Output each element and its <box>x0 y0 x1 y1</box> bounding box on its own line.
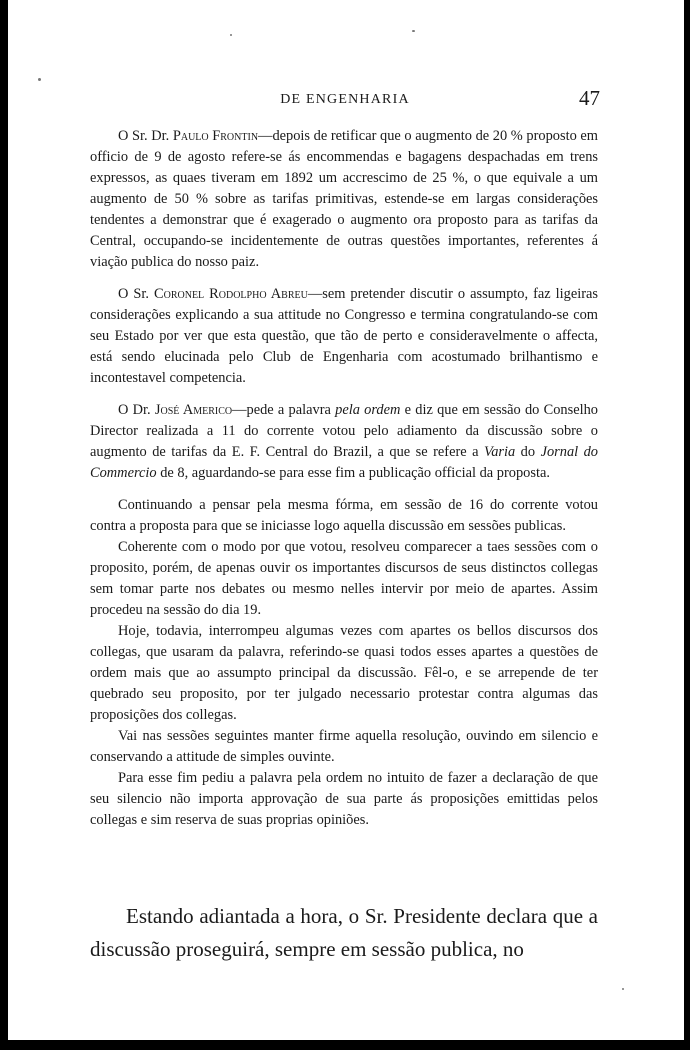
paragraph-frontin <box>90 126 598 273</box>
paragraph-text: e diz que em sessão do Conselho Director realizada a 11 do corrente votou pelo adiamento da discussão sobre o augmento de tarifas da E. F. Central do Brazil, a que se refere a <box>90 402 598 460</box>
paragraph: Coherente com o modo por que votou, resolveu comparecer a taes sessões com o proposito, porém, de apenas ouvir os importantes discursos de seus distinctos collegas sem tomar parte nos debates ou mesmo nelles intervir por meio de apartes. Assim procedeu na sessão do dia 19. <box>90 539 598 618</box>
paragraph-abreu <box>90 284 598 389</box>
paragraph: Continuando a pensar pela mesma fórma, em sessão de 16 do corrente votou contra a proposta para que se iniciasse logo aquella discussão em sessões publicas. <box>90 497 598 534</box>
scan-speck <box>622 988 624 990</box>
scan-border-right <box>684 0 690 1050</box>
page-number: 47 <box>579 86 600 110</box>
paragraph-text: —sem pretender discutir o assumpto, faz ligeiras considerações explicando a sua attitude no Congresso e termina congratulando-se com seu Estado por ver que esta questão, que tão de perto e consideravelmente o affecta, está sendo elucinada pelo Club de Engenharia com acostumado brilhantismo e incontestavel competencia. <box>90 286 598 386</box>
scan-border-bottom <box>0 1040 690 1050</box>
paragraph: Vai nas sessões seguintes manter firme aquella resolução, ouvindo em silencio e conservando a attitude de simples ouvinte. <box>90 728 598 765</box>
speaker-title: O Sr. <box>118 286 149 302</box>
speaker-title: O Sr. Dr. <box>118 128 170 144</box>
paragraph-text: do <box>515 444 541 460</box>
paragraph-americo <box>90 400 598 484</box>
scan-speck <box>230 34 232 36</box>
speaker-name: José Americo <box>154 402 233 418</box>
scan-border-left <box>0 0 8 1050</box>
scan-speck <box>38 78 41 81</box>
italic-phrase: pela ordem <box>335 402 401 418</box>
body-text <box>90 126 598 831</box>
speaker-title: O Dr. <box>118 402 151 418</box>
running-header <box>90 86 600 114</box>
speaker-name: Coronel Rodolpho Abreu <box>154 286 308 302</box>
paragraph-text: —pede a palavra <box>232 402 336 418</box>
italic-phrase: Varia <box>484 444 516 460</box>
speaker-name: Paulo Frontin <box>172 128 259 144</box>
closing-paragraph: Estando adiantada a hora, o Sr. Presidente declara que a discussão proseguirá, sempre em sessão publica, no <box>90 904 598 961</box>
paragraph: Para esse fim pediu a palavra pela ordem no intuito de fazer a declaração de que seu silencio não importa approvação de sua parte ás proposições emittidas pelos collegas e sim reserva de suas proprias opiniões. <box>90 770 598 828</box>
newspaper-title: Jornal do Commercio <box>90 444 599 481</box>
paragraph-text: de 8, aguardando-se para esse fim a publicação official da proposta. <box>156 465 550 481</box>
scan-speck <box>412 30 415 32</box>
running-title: DE ENGENHARIA <box>280 92 410 107</box>
paragraph-text: —depois de retificar que o augmento de 20 % proposto em officio de 9 de agosto refere-se ás encommendas e bagagens despachadas em trens expressos, as quaes tiveram em 1892 um accrescimo de 25 %, o que equivale a um augmento de 50 % sobre as tarifas primitivas, estende-se em largas considerações tendentes a demonstrar que é exagerado o augmento ora proposto para as tarifas da Central, occupando-se incidentemente de outras questões importantes, referentes á viação publica do nosso paiz. <box>90 128 598 270</box>
paragraph: Hoje, todavia, interrompeu algumas vezes com apartes os bellos discursos dos collegas, que usaram da palavra, referindo-se quasi todos esses apartes a questões de ordem mais que ao assumpto principal da discussão. Fêl-o, e se arrepende de ter quebrado seu proposito, por ter julgado necessario protestar contra algumas das proposições dos collegas. <box>90 623 598 723</box>
